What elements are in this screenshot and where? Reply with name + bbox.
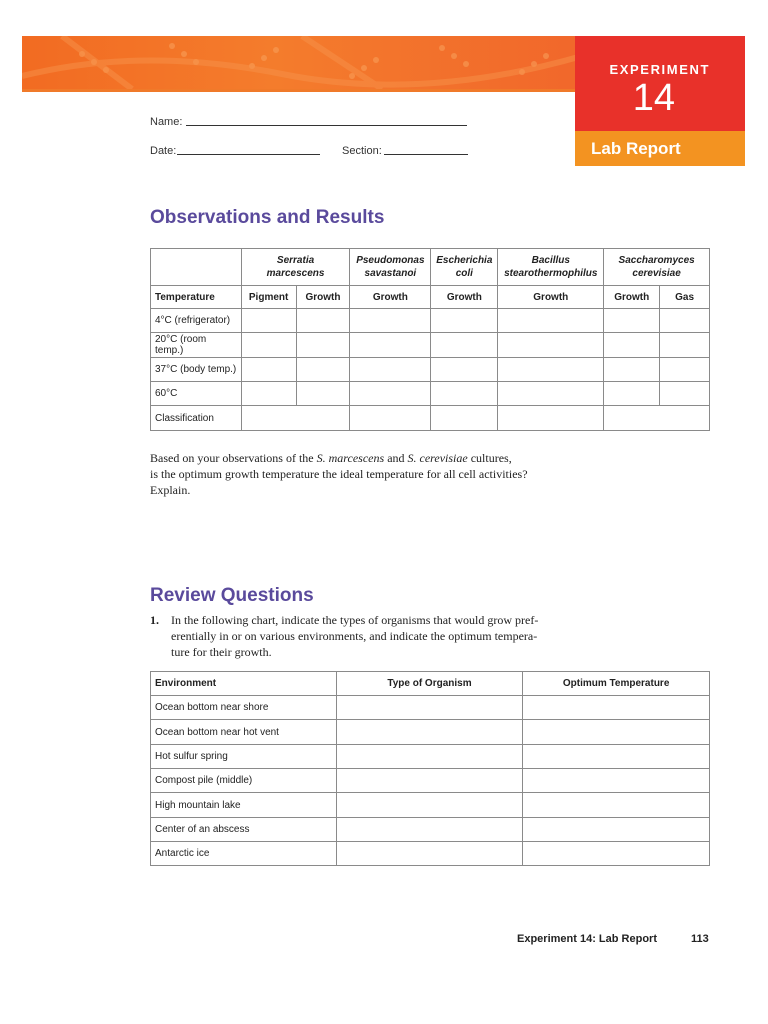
input-cell[interactable] [498, 382, 604, 406]
review-question-text: In the following chart, indicate the types of organisms that would grow pref- erentially in or on various environments, and indicate the optimum tempera- ture for their growth. [171, 613, 539, 659]
input-cell[interactable] [241, 309, 296, 333]
table-row [151, 842, 710, 866]
review-table [150, 671, 710, 866]
row-label: Ocean bottom near shore [151, 696, 337, 720]
input-cell[interactable] [241, 358, 296, 382]
optimum-temp-header: Optimum Temperature [523, 672, 710, 696]
date-line[interactable] [177, 154, 320, 155]
header-banner [22, 36, 582, 89]
table-row [151, 696, 710, 720]
growth-header: Growth [431, 286, 498, 309]
row-label: Compost pile (middle) [151, 769, 337, 793]
input-cell[interactable] [241, 406, 350, 431]
input-cell[interactable] [523, 818, 710, 842]
table-row [151, 720, 710, 745]
input-cell[interactable] [523, 793, 710, 818]
table-row [151, 818, 710, 842]
input-cell[interactable] [498, 406, 604, 431]
input-cell[interactable] [498, 309, 604, 333]
input-cell[interactable] [350, 382, 431, 406]
input-cell[interactable] [660, 309, 710, 333]
input-cell[interactable] [431, 358, 498, 382]
banner-pattern-image [22, 36, 582, 89]
growth-header: Growth [296, 286, 350, 309]
table-row [151, 333, 710, 358]
pigment-header: Pigment [241, 286, 296, 309]
input-cell[interactable] [498, 358, 604, 382]
row-label: High mountain lake [151, 793, 337, 818]
input-cell[interactable] [296, 382, 350, 406]
input-cell[interactable] [296, 333, 350, 358]
input-cell[interactable] [604, 358, 660, 382]
input-cell[interactable] [523, 842, 710, 866]
input-cell[interactable] [336, 745, 523, 769]
name-line[interactable] [186, 125, 467, 126]
input-cell[interactable] [604, 309, 660, 333]
row-label: 4°C (refrigerator) [151, 309, 242, 333]
row-label: Antarctic ice [151, 842, 337, 866]
input-cell[interactable] [660, 358, 710, 382]
table-row [151, 406, 710, 431]
input-cell[interactable] [296, 358, 350, 382]
input-cell[interactable] [498, 333, 604, 358]
input-cell[interactable] [431, 382, 498, 406]
review-heading: Review Questions [150, 585, 314, 606]
table-row [151, 769, 710, 793]
input-cell[interactable] [604, 333, 660, 358]
row-label: 37°C (body temp.) [151, 358, 242, 382]
input-cell[interactable] [241, 333, 296, 358]
input-cell[interactable] [523, 769, 710, 793]
growth-header: Growth [350, 286, 431, 309]
observation-question: Based on your observations of the S. marcescens and S. cerevisiae cultures, is the optimum growth temperature the ideal temperature for all cell activities? Explain. [150, 451, 528, 497]
row-label: Classification [151, 406, 242, 431]
gas-header: Gas [660, 286, 710, 309]
growth-header: Growth [604, 286, 660, 309]
input-cell[interactable] [350, 406, 431, 431]
growth-header: Growth [498, 286, 604, 309]
row-label: Ocean bottom near hot vent [151, 720, 337, 745]
footer-title: Experiment 14: Lab Report [517, 933, 657, 945]
input-cell[interactable] [523, 720, 710, 745]
table-row [151, 793, 710, 818]
input-cell[interactable] [336, 720, 523, 745]
experiment-label: EXPERIMENT [609, 62, 710, 77]
date-label: Date: [150, 145, 177, 157]
input-cell[interactable] [336, 696, 523, 720]
input-cell[interactable] [431, 333, 498, 358]
input-cell[interactable] [660, 382, 710, 406]
row-label: Hot sulfur spring [151, 745, 337, 769]
row-label: 20°C (room temp.) [151, 333, 242, 358]
organism-header: Serratia marcescens [241, 249, 350, 286]
organism-type-header: Type of Organism [336, 672, 523, 696]
input-cell[interactable] [660, 333, 710, 358]
input-cell[interactable] [336, 842, 523, 866]
subheader-row [151, 286, 710, 309]
input-cell[interactable] [431, 309, 498, 333]
input-cell[interactable] [523, 696, 710, 720]
input-cell[interactable] [241, 382, 296, 406]
experiment-badge [575, 36, 745, 131]
question-number: 1. [150, 613, 159, 627]
lab-report-badge [575, 131, 745, 166]
input-cell[interactable] [296, 309, 350, 333]
section-line[interactable] [384, 154, 468, 155]
observations-table [150, 248, 710, 431]
section-label: Section: [342, 145, 382, 157]
empty-header-cell [151, 249, 242, 286]
page-number: 113 [691, 933, 709, 945]
environment-header: Environment [151, 672, 337, 696]
row-label: Center of an abscess [151, 818, 337, 842]
input-cell[interactable] [604, 406, 710, 431]
lab-report-label: Lab Report [591, 139, 681, 158]
organism-header-row [151, 249, 710, 286]
organism-header: Saccharomyces cerevisiae [604, 249, 710, 286]
input-cell[interactable] [350, 309, 431, 333]
organism-header: Escherichia coli [431, 249, 498, 286]
organism-header: Bacillus stearothermophilus [498, 249, 604, 286]
banner-underline [22, 89, 582, 92]
organism-header: Pseudomonas savastanoi [350, 249, 431, 286]
input-cell[interactable] [336, 793, 523, 818]
observations-heading: Observations and Results [150, 207, 385, 228]
table-row [151, 382, 710, 406]
table-row [151, 309, 710, 333]
table-row [151, 358, 710, 382]
row-label: 60°C [151, 382, 242, 406]
temperature-header: Temperature [151, 286, 242, 309]
input-cell[interactable] [350, 333, 431, 358]
input-cell[interactable] [604, 382, 660, 406]
input-cell[interactable] [336, 769, 523, 793]
experiment-number: 14 [632, 77, 675, 119]
input-cell[interactable] [350, 358, 431, 382]
input-cell[interactable] [523, 745, 710, 769]
table-row [151, 745, 710, 769]
input-cell[interactable] [336, 818, 523, 842]
name-label: Name: [150, 116, 183, 128]
input-cell[interactable] [431, 406, 498, 431]
review-header-row [151, 672, 710, 696]
